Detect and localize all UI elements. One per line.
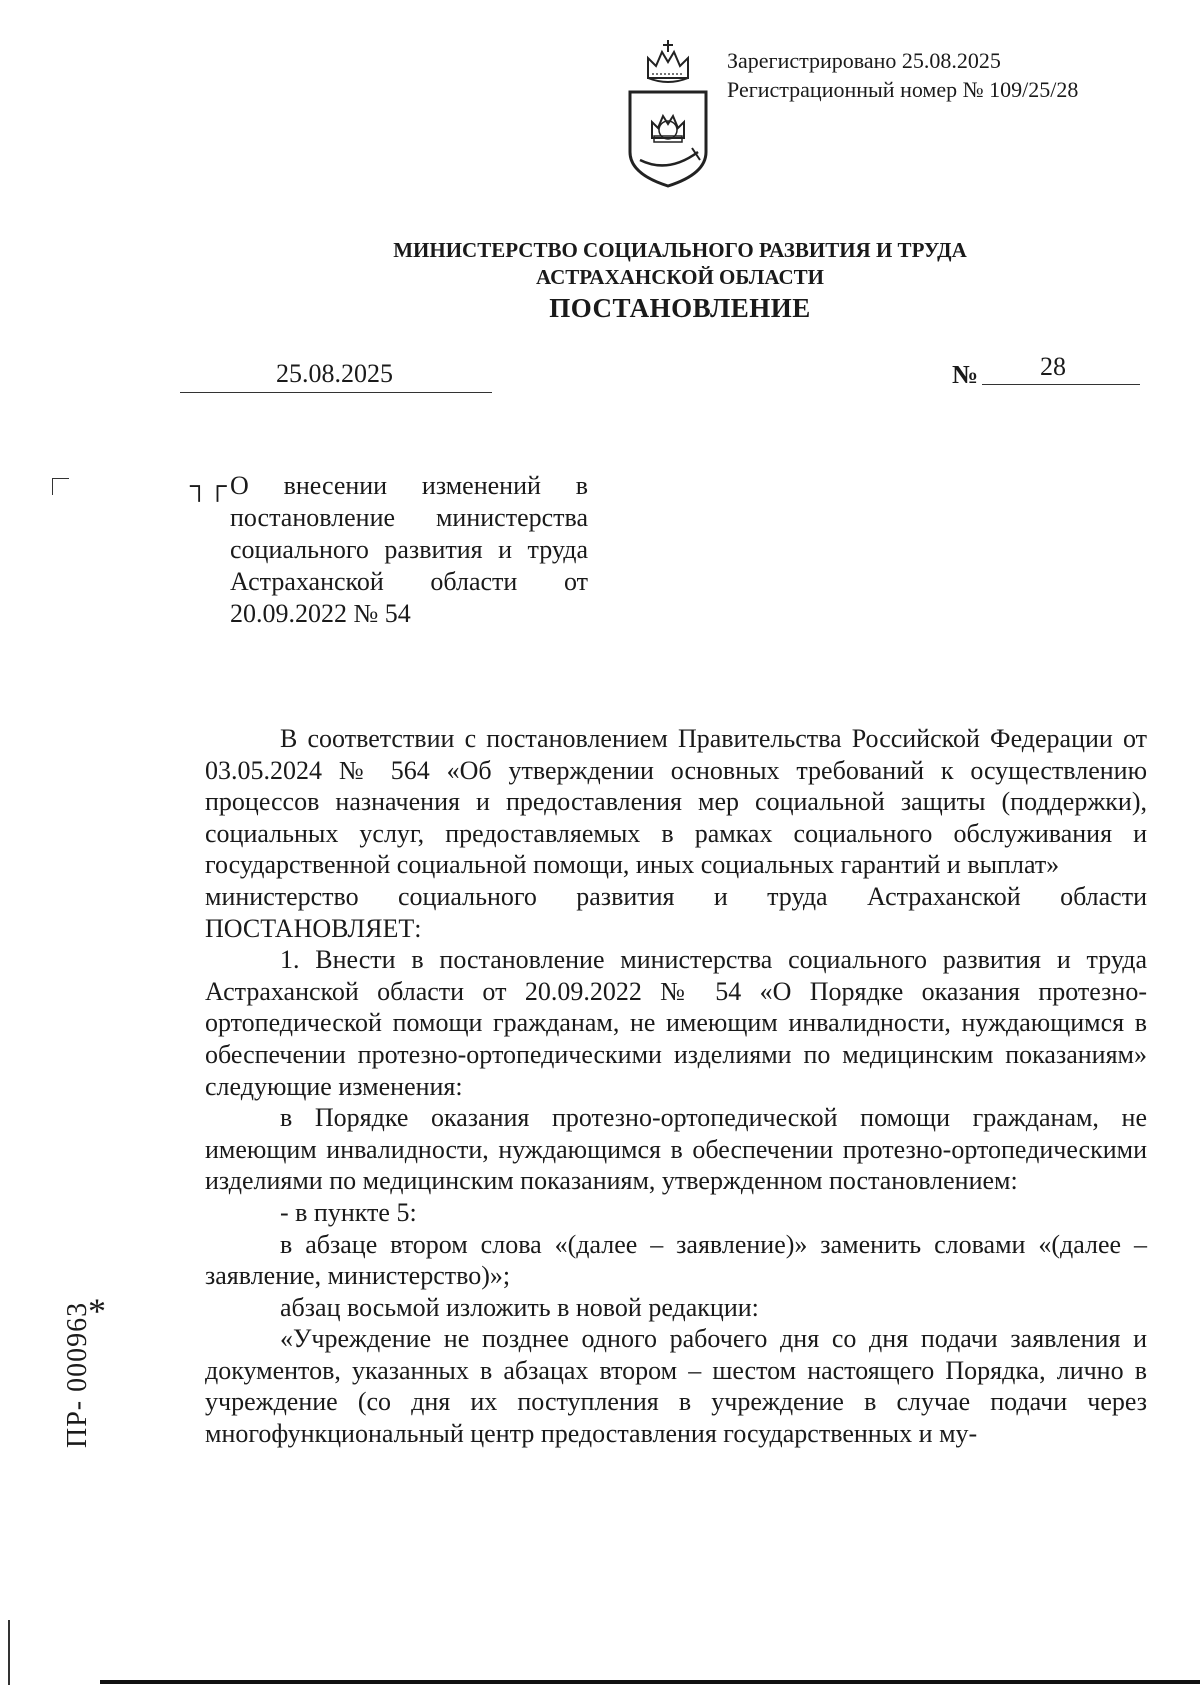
- number-sign: №: [952, 360, 979, 389]
- number-underline: [982, 384, 1140, 385]
- corner-bracket-mark: [52, 478, 69, 495]
- ministry-name-line2: АСТРАХАНСКОЙ ОБЛАСТИ: [535, 265, 825, 289]
- bottom-scan-line: [100, 1680, 1200, 1684]
- margin-asterisk: *: [88, 1291, 106, 1331]
- point-5-paragraph: - в пункте 5:: [280, 1197, 417, 1227]
- date-underline: [180, 392, 492, 393]
- registration-number: Регистрационный номер № 109/25/28: [727, 77, 1079, 102]
- item-1-paragraph: 1. Внести в постановление министерства социального развития и труда Астраханской области от 20.09.2022 № 54 «О Порядке оказания протезно-ортопедической помощи гражданам, не имеющим инвалидности, нуждающимся в обеспечении протезно-ортопедическими изделиями по медицинским показаниям» следующие изменения:: [205, 945, 1147, 1101]
- coat-of-arms-emblem: [618, 34, 718, 194]
- margin-document-code: ПР- 000963: [62, 1301, 93, 1448]
- registration-date: Зарегистрировано 25.08.2025: [727, 48, 1001, 73]
- decree-body: [205, 723, 1147, 1450]
- procedure-paragraph: в Порядке оказания протезно-ортопедической помощи гражданам, не имеющим инвалидности, нуждающимся в обеспечении протезно-ортопедическими изделиями по медицинским показаниям, утвержденном постановлением:: [205, 1103, 1147, 1196]
- subject-text: О внесении изменений в постановление министерства социального развития и труда Астраханской области от 20.09.2022 № 54: [230, 471, 588, 628]
- left-scan-mark: [8, 1620, 10, 1685]
- decree-subject: [190, 470, 588, 630]
- registration-stamp: [727, 46, 1078, 104]
- decree-date: 25.08.2025: [276, 359, 393, 388]
- decree-type-title: ПОСТАНОВЛЕНИЕ: [549, 293, 811, 323]
- new-wording-paragraph: «Учреждение не позднее одного рабочего дня со дня подачи заявления и документов, указанных в абзацах втором – шестом настоящего Порядка, лично в учреждение (со дня их поступления в учреждение в случае подачи через многофункциональный центр предоставления государственных и му-: [205, 1324, 1147, 1449]
- subject-bracket-mark: ┐┌: [190, 471, 227, 500]
- abzac-8-paragraph: абзац восьмой изложить в новой редакции:: [280, 1292, 759, 1322]
- ministry-name-line1: МИНИСТЕРСТВО СОЦИАЛЬНОГО РАЗВИТИЯ И ТРУДА: [393, 238, 967, 262]
- resolver-paragraph: министерство социального развития и труда Астраханской области: [205, 881, 1147, 911]
- ministry-header: [0, 237, 1200, 291]
- resolves-paragraph: ПОСТАНОВЛЯЕТ:: [205, 913, 422, 943]
- abzac-2-paragraph: в абзаце втором слова «(далее – заявление)» заменить словами «(далее – заявление, министерство)»;: [205, 1229, 1147, 1291]
- preamble-paragraph: В соответствии с постановлением Правительства Российской Федерации от 03.05.2024 № 564 «Об утверждении основных требований к осуществлению процессов назначения и предоставления мер социальной защиты (поддержки), социальных услуг, предоставляемых в рамках социального обслуживания и государственной социальной помощи, иных социальных гарантий и выплат»: [205, 724, 1147, 880]
- decree-number: 28: [1040, 352, 1066, 381]
